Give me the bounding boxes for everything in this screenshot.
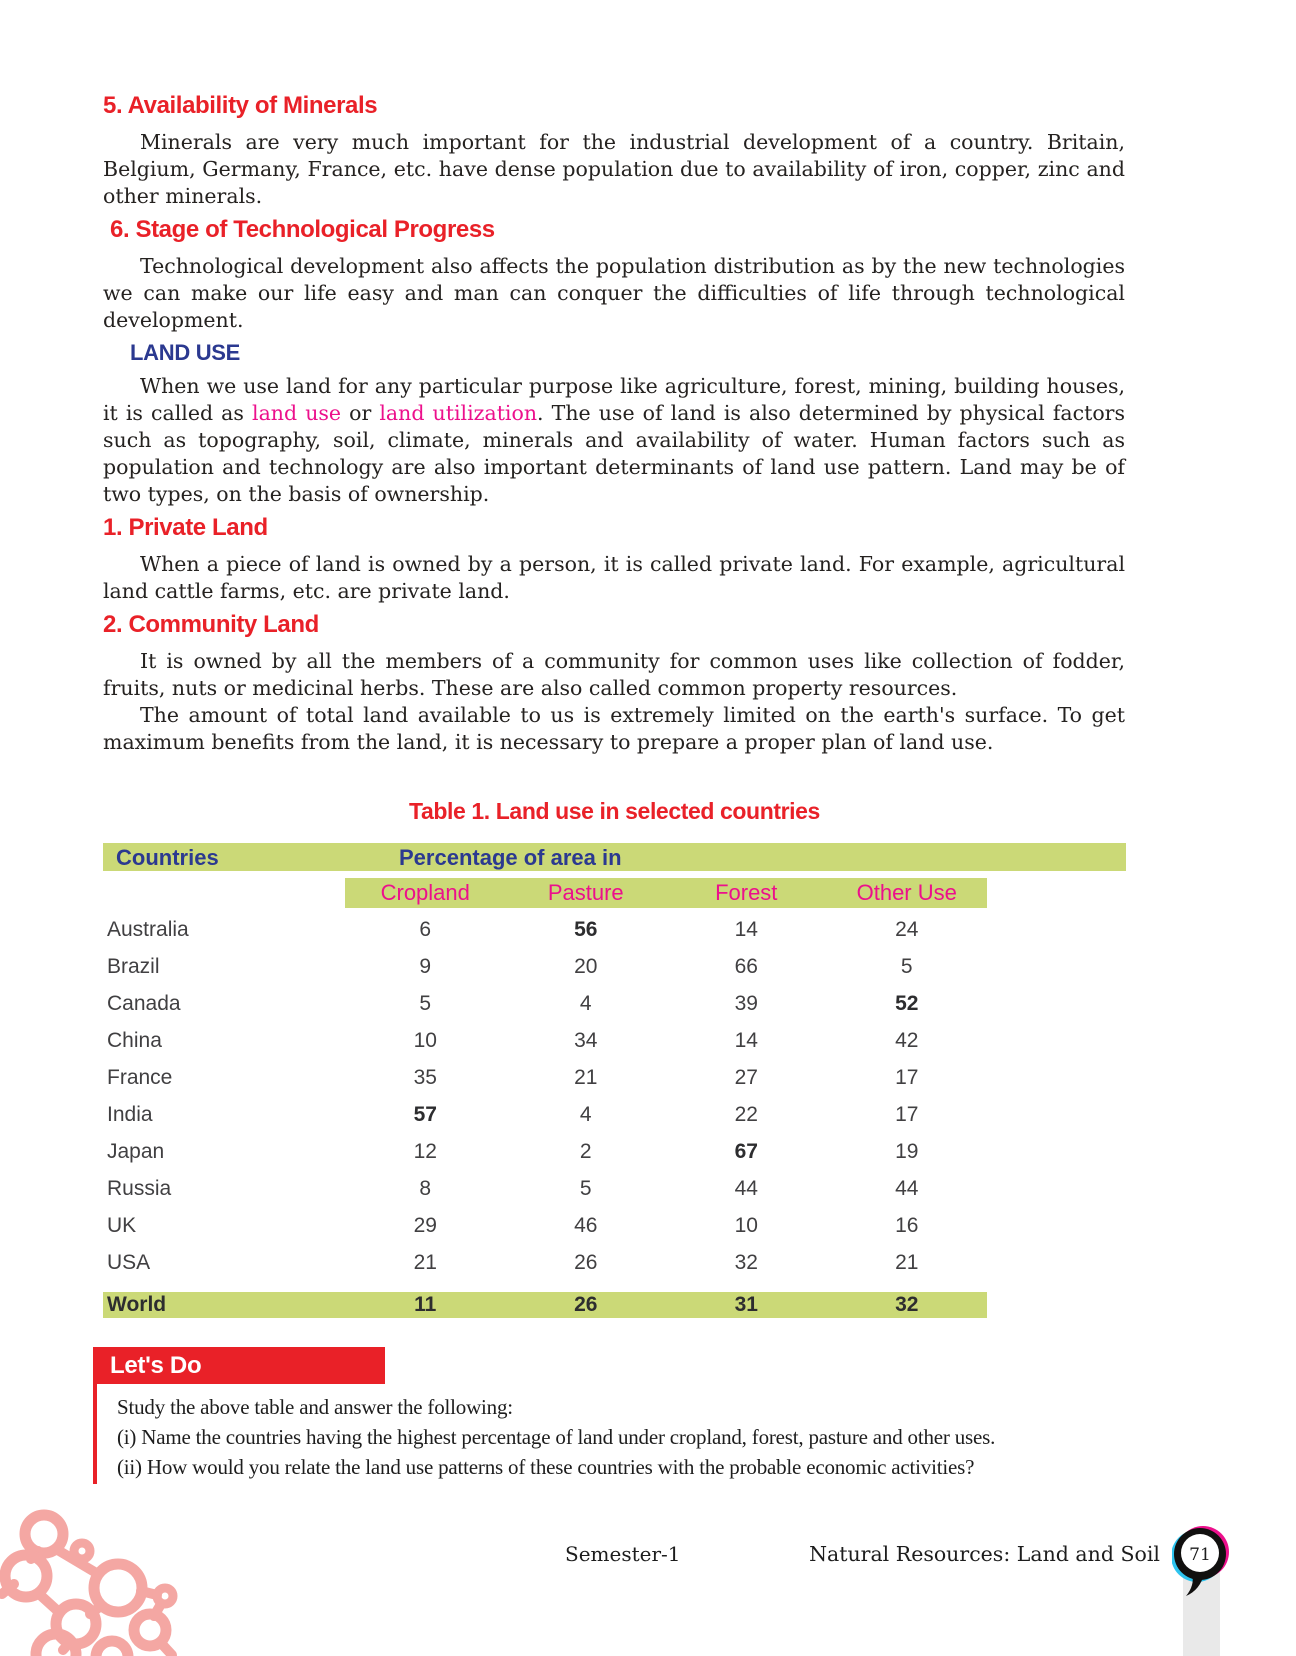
table-row [103,1022,1126,1059]
paragraph-community-land: It is owned by all the members of a community for common uses like collection of fodder, fruits, nuts or medicinal herbs. These are also called common property resources. [103,649,1125,700]
value-cell: 57 [413,1102,437,1126]
paragraph-technological-progress: Technological development also affects the population distribution as by the new technologies we can make our life easy and man can conquer the difficulties of life through technological development. [103,254,1125,332]
country-cell: Japan [107,1139,165,1163]
country-cell: France [107,1065,173,1089]
value-cell: 16 [895,1213,919,1237]
value-cell: 21 [574,1065,598,1089]
value-cell: 9 [419,954,432,978]
table-header-row [103,843,1126,871]
value-cell: 17 [895,1065,919,1089]
lets-do-question-1: (i) Name the countries having the highest percentage of land under cropland, forest, pasture and other uses. [117,1425,996,1449]
table-title: Table 1. Land use in selected countries [409,798,820,824]
country-cell: UK [107,1213,137,1237]
table-subheader-row [103,878,1126,908]
value-cell: 32 [895,1293,919,1316]
value-cell: 21 [413,1250,437,1274]
lets-do-title: Let's Do [93,1347,385,1384]
table-row [103,1244,1126,1281]
column-header-cropland: Cropland [380,880,470,905]
land-use-connector: or [341,401,380,425]
value-cell: 4 [579,991,592,1015]
country-cell: India [107,1102,153,1126]
country-cell: USA [107,1250,151,1274]
value-cell: 5 [419,991,432,1015]
country-cell: Canada [107,991,181,1015]
country-cell: Russia [107,1176,172,1200]
value-cell: 44 [895,1176,919,1200]
value-cell: 42 [895,1028,919,1052]
value-cell: 17 [895,1102,919,1126]
page-number: 71 [1189,1545,1211,1565]
section-heading-technological-progress: 6. Stage of Technological Progress [110,216,495,243]
value-cell: 12 [413,1139,437,1163]
table-body [103,911,1126,1318]
country-cell: Australia [107,917,189,941]
table-header-countries: Countries [116,845,219,870]
value-cell: 2 [579,1139,592,1163]
value-cell: 10 [413,1028,437,1052]
value-cell: 21 [895,1250,919,1274]
value-cell: 27 [734,1065,758,1089]
table-row [103,985,1126,1022]
value-cell: 24 [895,917,919,941]
value-cell: 44 [734,1176,758,1200]
molecule-decoration-icon [0,1448,195,1656]
table-row [103,1207,1126,1244]
value-cell: 46 [574,1213,598,1237]
lets-do-intro: Study the above table and answer the following: [117,1395,513,1419]
table-row [103,948,1126,985]
lets-do-content [93,1384,1125,1484]
value-cell: 20 [574,954,598,978]
value-cell: 67 [734,1139,758,1163]
value-cell: 10 [734,1213,758,1237]
value-cell: 6 [419,917,432,941]
country-cell: Brazil [107,954,160,978]
footer-chapter-label: Natural Resources: Land and Soil [809,1542,1160,1566]
section-heading-private-land: 1. Private Land [103,514,268,541]
value-cell: 19 [895,1139,919,1163]
page-number-badge [1172,1526,1230,1602]
value-cell: 52 [895,991,919,1015]
value-cell: 31 [734,1293,758,1316]
table-row [103,1059,1126,1096]
paragraph-land-use [103,373,1125,508]
section-heading-minerals: 5. Availability of Minerals [103,92,378,119]
value-cell: 4 [579,1102,592,1126]
value-cell: 35 [413,1065,437,1089]
footer-semester-label: Semester-1 [565,1542,681,1566]
value-cell: 5 [900,954,913,978]
table-row [103,1170,1126,1207]
column-header-other-use: Other Use [856,880,957,905]
value-cell: 11 [414,1293,437,1316]
land-use-table [103,798,1126,1318]
section-heading-land-use: LAND USE [130,340,241,365]
value-cell: 56 [574,917,598,941]
land-use-text-start: When we use land for any particular purpose like agriculture, forest, mining, building houses, it is called as [103,374,1125,425]
table-row [103,911,1126,948]
value-cell: 29 [413,1213,437,1237]
country-cell: China [107,1028,162,1052]
country-cell: World [107,1293,167,1316]
term-land-use: land use [252,401,342,425]
value-cell: 5 [579,1176,592,1200]
value-cell: 66 [734,954,758,978]
value-cell: 32 [734,1250,758,1274]
table-row [103,1133,1126,1170]
value-cell: 26 [574,1250,598,1274]
main-text-column [103,92,1125,762]
lets-do-question-2: (ii) How would you relate the land use patterns of these countries with the probable economic activities? [117,1455,975,1479]
term-land-utilization: land utilization [379,401,538,425]
value-cell: 22 [734,1102,758,1126]
paragraph-private-land: When a piece of land is owned by a person, it is called private land. For example, agricultural land cattle farms, etc. are private land. [103,552,1125,603]
column-header-pasture: Pasture [547,880,624,905]
value-cell: 8 [419,1176,432,1200]
lets-do-activity-box [93,1347,1125,1484]
table-row [103,1096,1126,1133]
value-cell: 26 [574,1293,598,1316]
value-cell: 14 [734,1028,758,1052]
table-row-world [103,1292,987,1318]
column-header-forest: Forest [715,880,778,905]
table-header-percentage-group: Percentage of area in [399,845,622,870]
value-cell: 14 [734,917,758,941]
land-use-text-end: . The use of land is also determined by physical factors such as topography, soil, climate, minerals and availability of water. Human factors such as population and technology are also important determinants of land use pattern. Land may be of two types, on the basis of ownership. [103,401,1126,506]
value-cell: 34 [574,1028,598,1052]
paragraph-land-limited: The amount of total land available to us is extremely limited on the earth's surface. To get maximum benefits from the land, it is necessary to prepare a proper plan of land use. [103,703,1125,754]
paragraph-minerals: Minerals are very much important for the industrial development of a country. Britain, Belgium, Germany, France, etc. have dense population due to availability of iron, copper, zinc and other minerals. [103,130,1125,208]
table-subheader-band [345,878,987,908]
section-heading-community-land: 2. Community Land [103,611,319,638]
value-cell: 39 [734,991,758,1015]
